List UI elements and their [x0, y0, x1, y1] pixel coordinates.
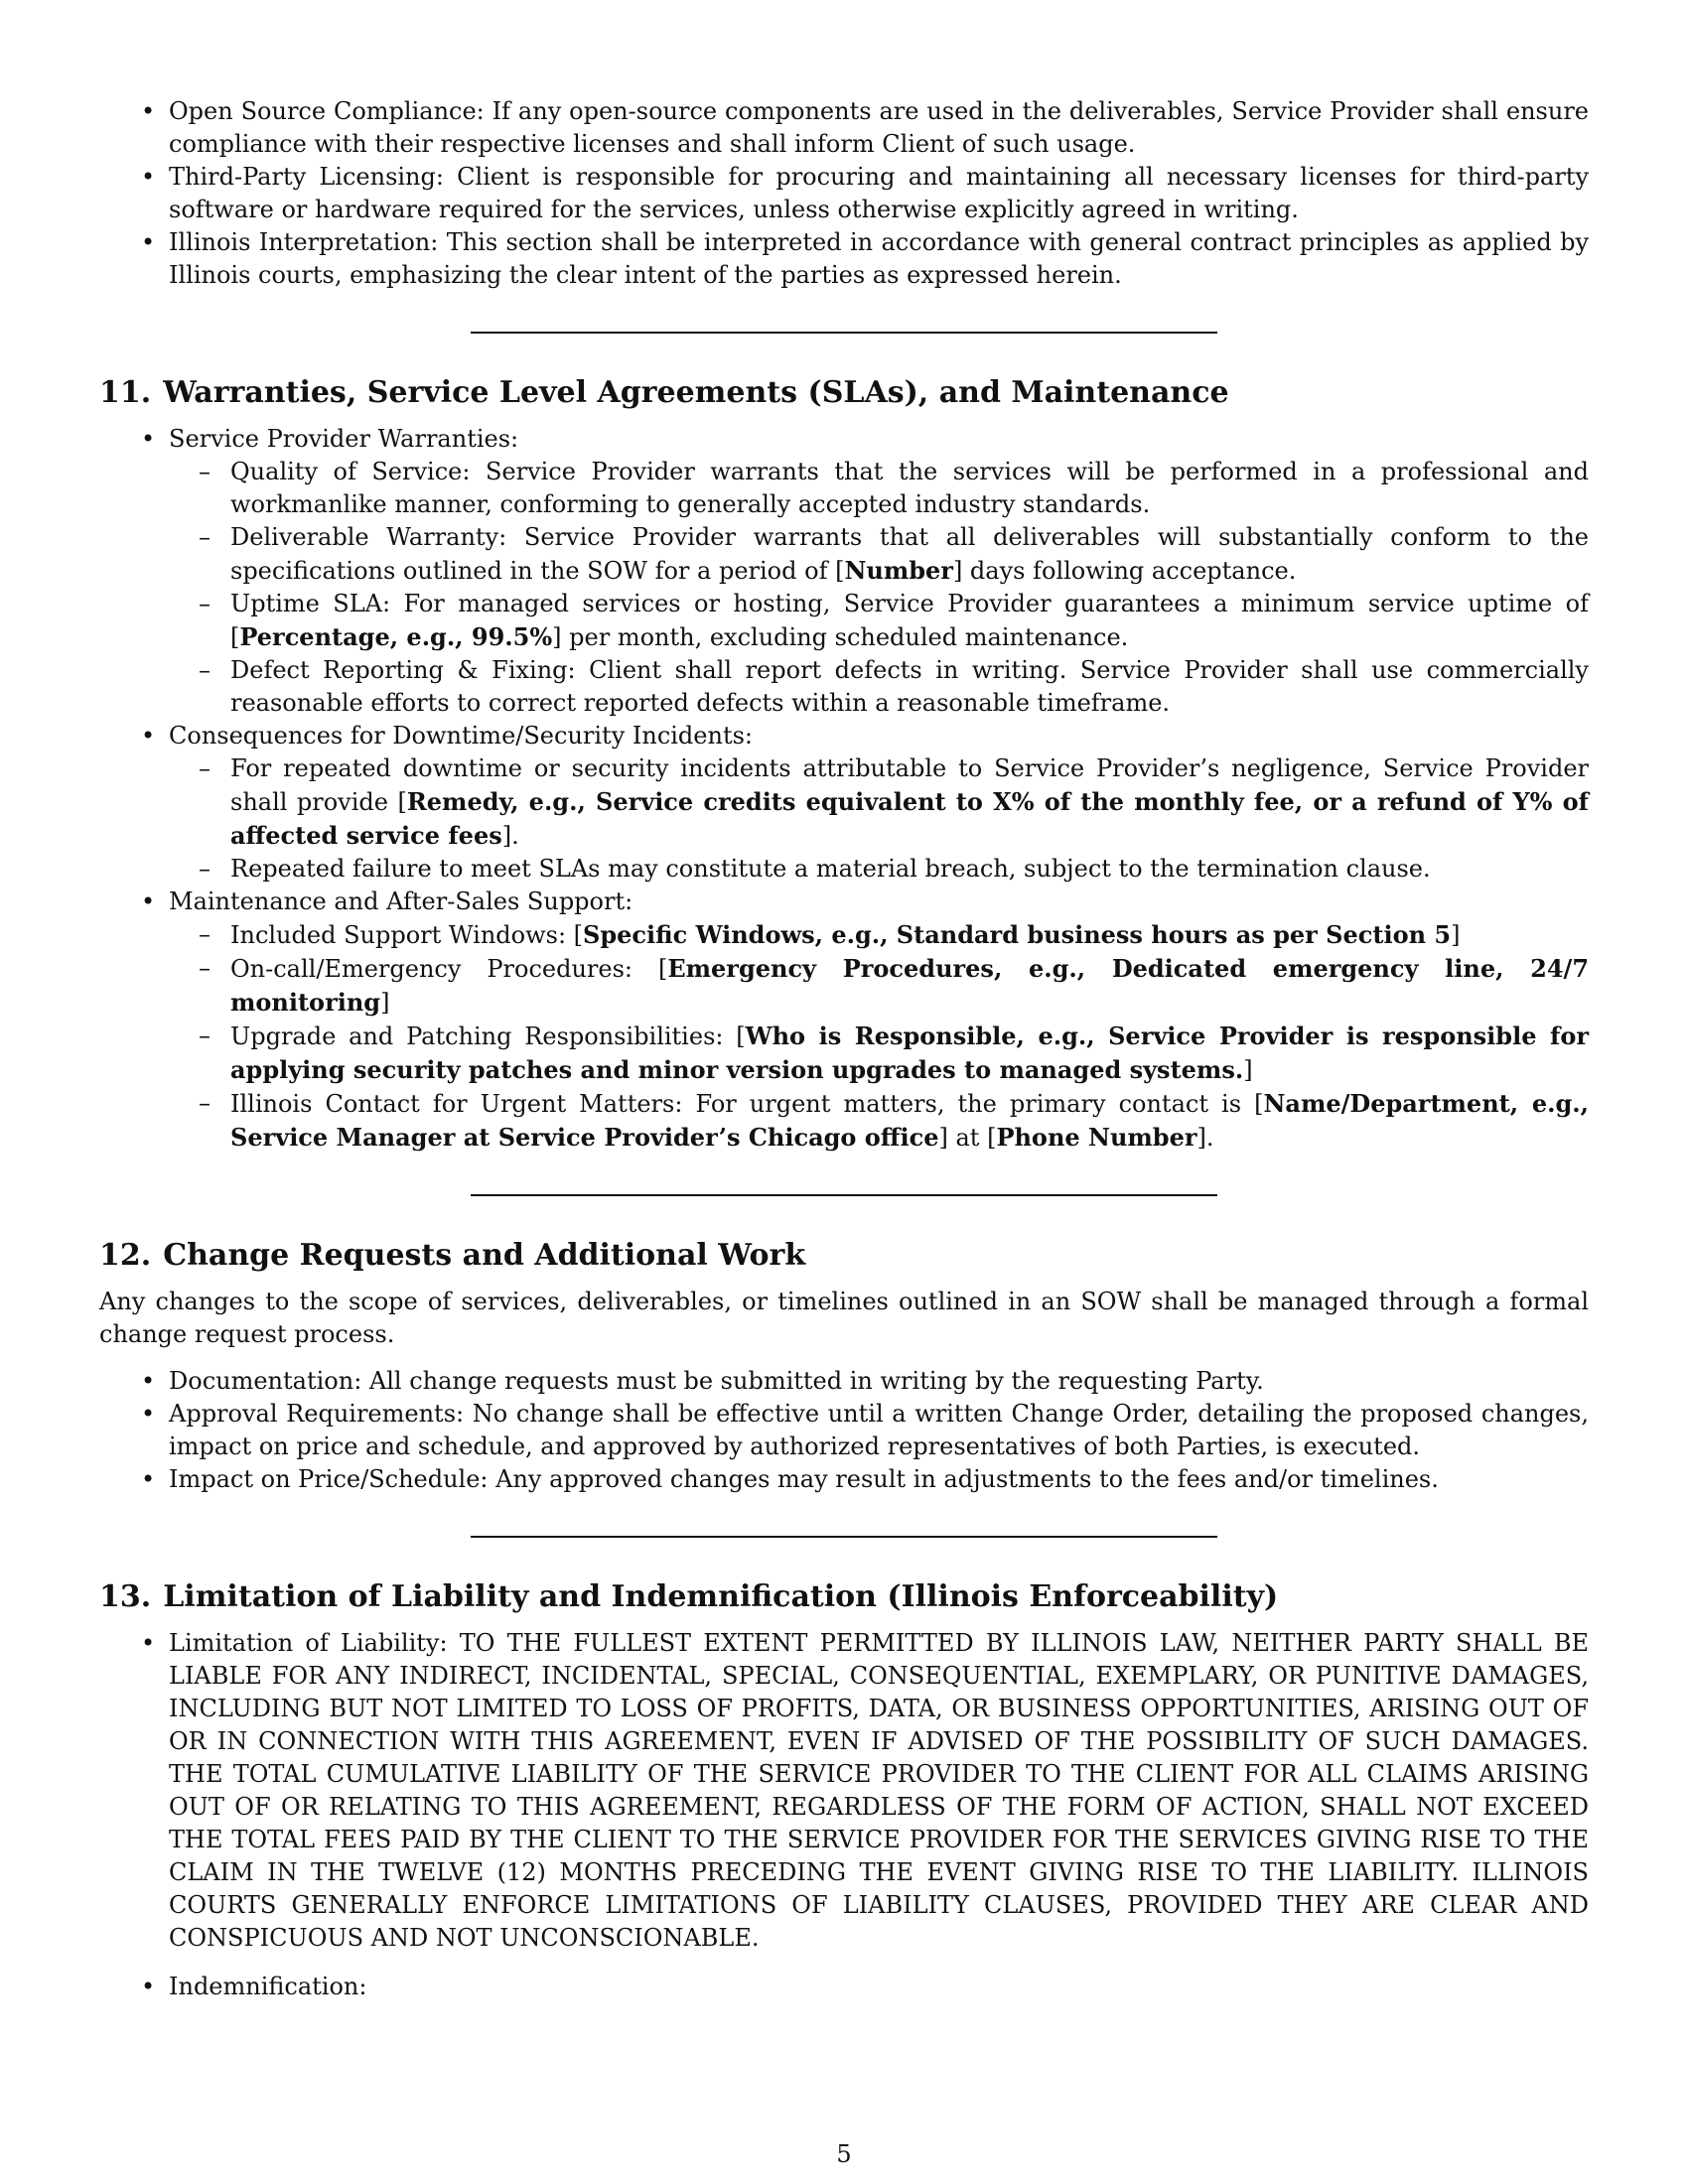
sub-list-item [169, 1087, 1589, 1155]
sub-item-text: Included Support Windows: [ [230, 921, 584, 949]
list-item [99, 1971, 1589, 2003]
sub-list-item [169, 752, 1589, 853]
sub-item-text: ] per month, excluding scheduled maintenance. [552, 623, 1129, 651]
sub-item-text: Quality of Service: Service Provider warrants that the services will be performed in a professional and workmanlike manner, conforming to generally accepted industry standards. [230, 458, 1589, 518]
sub-item-text: ] at [ [938, 1124, 997, 1152]
indemnification-label: Indemnification: [169, 1973, 367, 2000]
document-page [99, 95, 1589, 2120]
section-divider [471, 332, 1217, 334]
section-11-heading [99, 373, 1589, 413]
list-item [99, 423, 1589, 720]
change-request-list [99, 1365, 1589, 1496]
sub-list-item [169, 588, 1589, 654]
sub-list-item [169, 521, 1589, 588]
list-item-label: Maintenance and After-Sales Support: [169, 887, 633, 915]
section-title: Limitation of Liability and Indemnification (Illinois Enforceability) [163, 1579, 1279, 1614]
sub-list-item [169, 918, 1589, 952]
list-item-text: Open Source Compliance: If any open-source components are used in the deliverables, Service Provider shall ensure compliance with their respective licenses and shall inform Client of such usage. [169, 97, 1589, 158]
sub-item-text: ]. [501, 822, 519, 850]
placeholder-field: Number [844, 556, 953, 585]
spacer [99, 1955, 1589, 1971]
list-item-text: Impact on Price/Schedule: Any approved changes may result in adjustments to the fees and/or timelines. [169, 1465, 1439, 1493]
list-item [99, 1398, 1589, 1463]
list-item [99, 161, 1589, 226]
warranties-list [99, 423, 1589, 1155]
section-12-intro: Any changes to the scope of services, deliverables, or timelines outlined in an SOW shall be managed through a formal change request process. [99, 1288, 1589, 1348]
list-item-text: Approval Requirements: No change shall be effective until a written Change Order, detailing the proposed changes, impact on price and schedule, and approved by authorized representatives of both Parties, is executed. [169, 1400, 1589, 1460]
sub-list-item [169, 853, 1589, 886]
sub-list-item [169, 1020, 1589, 1087]
placeholder-field: Remedy, e.g., Service credits equivalent to X% of the monthly fee, or a refund of Y% of affected service fees [230, 787, 1590, 850]
sub-item-text: For repeated downtime or security incidents attributable to Service Provider’s negligence, Service Provider shall provide [ [230, 754, 1589, 816]
section-number: 13. [99, 1579, 152, 1614]
section-title: Warranties, Service Level Agreements (SLAs), and Maintenance [163, 375, 1229, 410]
placeholder-field: Phone Number [996, 1123, 1197, 1152]
list-item-text: Illinois Interpretation: This section shall be interpreted in accordance with general contract principles as applied by Illinois courts, emphasizing the clear intent of the parties as expressed herein. [169, 228, 1589, 289]
placeholder-field: Who is Responsible, e.g., Service Provider is responsible for applying security patches and minor version upgrades to managed systems. [230, 1022, 1589, 1084]
list-item [99, 226, 1589, 292]
section-number: 11. [99, 375, 152, 410]
sub-list [169, 918, 1589, 1155]
placeholder-field: Emergency Procedures, e.g., Dedicated emergency line, 24/7 monitoring [230, 954, 1590, 1017]
list-item [99, 95, 1589, 161]
section-divider [471, 1194, 1217, 1196]
sub-item-text: Repeated failure to meet SLAs may constitute a material breach, subject to the termination clause. [230, 855, 1431, 883]
sub-item-text: Illinois Contact for Urgent Matters: For urgent matters, the primary contact is [ [230, 1090, 1264, 1118]
licensing-list [99, 95, 1589, 292]
placeholder-field: Specific Windows, e.g., Standard business hours as per Section 5 [583, 920, 1452, 949]
section-12-heading [99, 1236, 1589, 1276]
sub-item-text: Defect Reporting & Fixing: Client shall report defects in writing. Service Provider shall use commercially reasonable efforts to correct reported defects within a reasonable timeframe. [230, 656, 1589, 717]
list-item [99, 720, 1589, 886]
sub-item-text: ]. [1196, 1124, 1214, 1152]
section-13-heading [99, 1577, 1589, 1617]
list-item-label: Service Provider Warranties: [169, 425, 519, 453]
sub-item-text: ] days following acceptance. [952, 557, 1297, 585]
page-number: 5 [836, 2140, 852, 2168]
list-item-label: Consequences for Downtime/Security Incidents: [169, 722, 753, 750]
list-item [99, 1365, 1589, 1398]
liability-list [99, 1627, 1589, 2003]
sub-list-item [169, 952, 1589, 1020]
list-item [99, 1463, 1589, 1496]
list-item-text: Documentation: All change requests must be submitted in writing by the requesting Party. [169, 1367, 1264, 1395]
placeholder-field: Name/Department, e.g., Service Manager at Service Provider’s Chicago office [230, 1089, 1589, 1152]
sub-list [169, 752, 1589, 886]
sub-item-text: ] [1451, 921, 1461, 949]
sub-item-text: On-call/Emergency Procedures: [ [230, 955, 668, 983]
sub-list [169, 456, 1589, 720]
sub-item-text: Uptime SLA: For managed services or hosting, Service Provider guarantees a minimum service uptime of [ [230, 590, 1589, 651]
placeholder-field: Percentage, e.g., 99.5% [239, 622, 553, 651]
section-number: 12. [99, 1238, 152, 1273]
sub-list-item [169, 456, 1589, 521]
list-item [99, 1627, 1589, 1955]
limitation-of-liability-text: Limitation of Liability: TO THE FULLEST EXTENT PERMITTED BY ILLINOIS LAW, NEITHER PARTY SHALL BE LIABLE FOR ANY INDIRECT, INCIDENTAL, SPECIAL, CONSEQUENTIAL, EXEMPLARY, OR PUNITIVE DAMAGES, INCLUDING BUT NOT LIMITED TO LOSS OF PROFITS, DATA, OR BUSINESS OPPORTUNITIES, ARISING OUT OF OR IN CONNECTION WITH THIS AGREEMENT, EVEN IF ADVISED OF THE POSSIBILITY OF SUCH DAMAGES. THE TOTAL CUMULATIVE LIABILITY OF THE SERVICE PROVIDER TO THE CLIENT FOR ALL CLAIMS ARISING OUT OF OR RELATING TO THIS AGREEMENT, REGARDLESS OF THE FORM OF ACTION, SHALL NOT EXCEED THE TOTAL FEES PAID BY THE CLIENT TO THE SERVICE PROVIDER FOR THE SERVICES GIVING RISE TO THE CLAIM IN THE TWELVE (12) MONTHS PRECEDING THE EVENT GIVING RISE TO THE LIABILITY. ILLINOIS COURTS GENERALLY ENFORCE LIMITATIONS OF LIABILITY CLAUSES, PROVIDED THEY ARE CLEAR AND CONSPICUOUS AND NOT UNCONSCIONABLE. [169, 1629, 1589, 1952]
sub-item-text: Upgrade and Patching Responsibilities: [ [230, 1023, 746, 1050]
sub-item-text: ] [380, 989, 390, 1017]
list-item [99, 886, 1589, 1155]
section-title: Change Requests and Additional Work [163, 1238, 806, 1273]
sub-list-item [169, 654, 1589, 720]
sub-item-text: Deliverable Warranty: Service Provider warrants that all deliverables will substantially conform to the specifications outlined in the SOW for a period of [ [230, 523, 1589, 585]
sub-item-text: ] [1243, 1056, 1253, 1084]
section-divider [471, 1536, 1217, 1538]
list-item-text: Third-Party Licensing: Client is responsible for procuring and maintaining all necessary licenses for third-party software or hardware required for the services, unless otherwise explicitly agreed in writing. [169, 163, 1589, 223]
